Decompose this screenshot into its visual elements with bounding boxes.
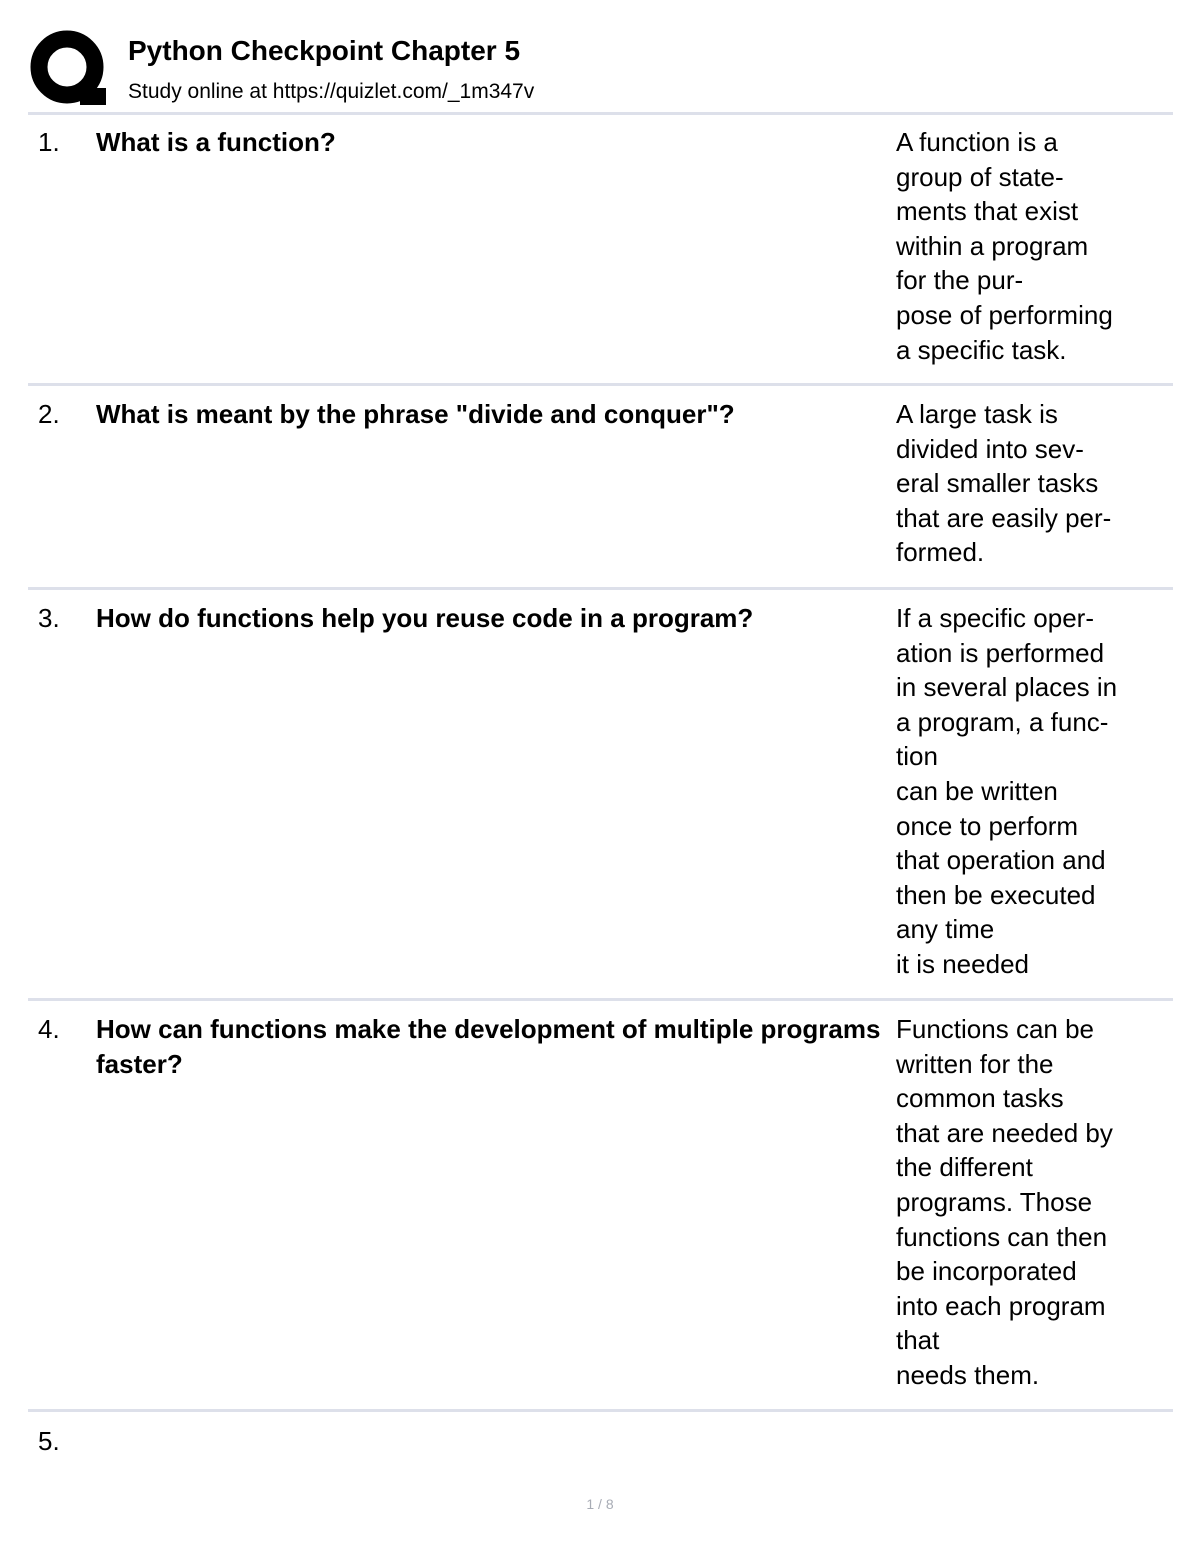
divider [28, 1409, 1173, 1412]
card-number: 2. [38, 399, 60, 429]
card-number: 4. [38, 1014, 60, 1044]
card-number: 5. [38, 1426, 60, 1456]
study-link-text: Study online at https://quizlet.com/_1m347v [128, 80, 535, 103]
divider [28, 587, 1173, 590]
card-question: How do functions help you reuse code in a program? [96, 603, 754, 633]
divider [28, 998, 1173, 1001]
card-answer: A large task is divided into sev- eral smaller tasks that are easily per- formed. [896, 399, 1112, 568]
page-header [0, 0, 1200, 112]
card-question: What is meant by the phrase "divide and conquer"? [96, 399, 735, 429]
card-question: What is a function? [96, 127, 336, 157]
divider [28, 383, 1173, 386]
card-answer: A function is a group of state- ments that exist within a program for the pur- pose of performing a specific task. [896, 127, 1113, 365]
quizlet-q-logo-icon [30, 30, 108, 106]
card-number: 1. [38, 127, 60, 157]
page-indicator: 1 / 8 [586, 1496, 614, 1512]
page-title: Python Checkpoint Chapter 5 [128, 35, 521, 66]
card-answer: If a specific oper- ation is performed in several places in a program, a func- tion can be written once to perform that operation and then be executed any time it is needed [896, 603, 1118, 979]
card-question: How can functions make the development of multiple programs faster? [96, 1014, 881, 1079]
card-answer: Functions can be written for the common tasks that are needed by the different programs. Those functions can then be incorporated into each program that needs them. [896, 1014, 1113, 1390]
card-number: 3. [38, 603, 60, 633]
divider [28, 112, 1173, 115]
